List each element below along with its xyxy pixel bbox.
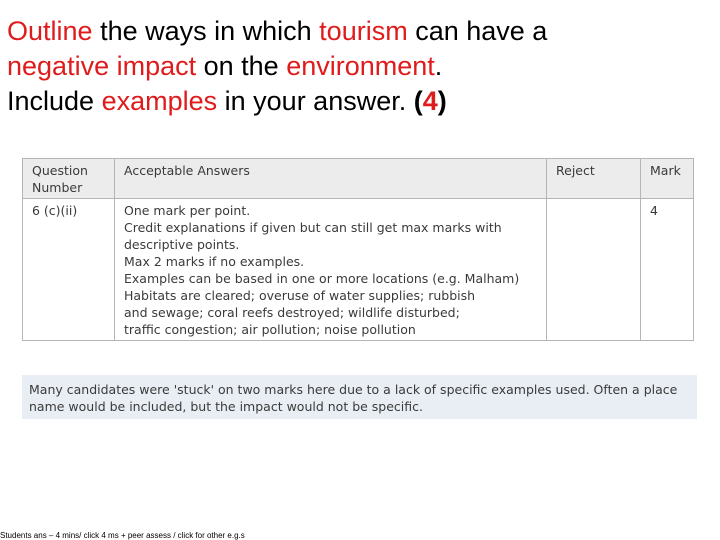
examiner-report-line: name would be included, but the impact would not be specific. — [29, 399, 423, 414]
reject-cell — [547, 199, 641, 341]
answer-line: descriptive points. — [124, 237, 240, 252]
header-question-number: Question Number — [23, 159, 115, 199]
mark-scheme-table — [22, 158, 694, 341]
header-reject: Reject — [547, 159, 641, 199]
answer-line: and sewage; coral reefs destroyed; wildlife disturbed; — [124, 305, 460, 320]
examiner-report — [22, 375, 697, 419]
header-mark: Mark — [641, 159, 694, 199]
answer-line: One mark per point. — [124, 203, 251, 218]
mark-cell: 4 — [641, 199, 694, 341]
teacher-notes-footer: Students ans – 4 mins/ click 4 ms + peer assess / click for other e.g.s — [0, 531, 245, 540]
acceptable-answers-cell — [115, 199, 547, 341]
answer-line: Credit explanations if given but can still get max marks with — [124, 220, 502, 235]
answer-line: traffic congestion; air pollution; noise pollution — [124, 322, 416, 337]
question-line-3: Include examples in your answer. (4) — [7, 86, 447, 116]
examiner-report-line: Many candidates were 'stuck' on two marks here due to a lack of specific examples used. Often a place — [29, 382, 678, 397]
answer-line: Max 2 marks if no examples. — [124, 254, 305, 269]
mark-scheme-row — [23, 199, 694, 341]
question-line-2: negative impact on the environment. — [7, 51, 443, 81]
answer-line: Examples can be based in one or more locations (e.g. Malham) — [124, 271, 520, 286]
question-number-cell: 6 (c)(ii) — [23, 199, 115, 341]
mark-scheme-header-row — [23, 159, 694, 199]
question-prompt — [7, 14, 712, 119]
header-acceptable-answers: Acceptable Answers — [115, 159, 547, 199]
question-line-1: Outline the ways in which tourism can have a — [7, 16, 548, 46]
answer-line: Habitats are cleared; overuse of water supplies; rubbish — [124, 288, 476, 303]
